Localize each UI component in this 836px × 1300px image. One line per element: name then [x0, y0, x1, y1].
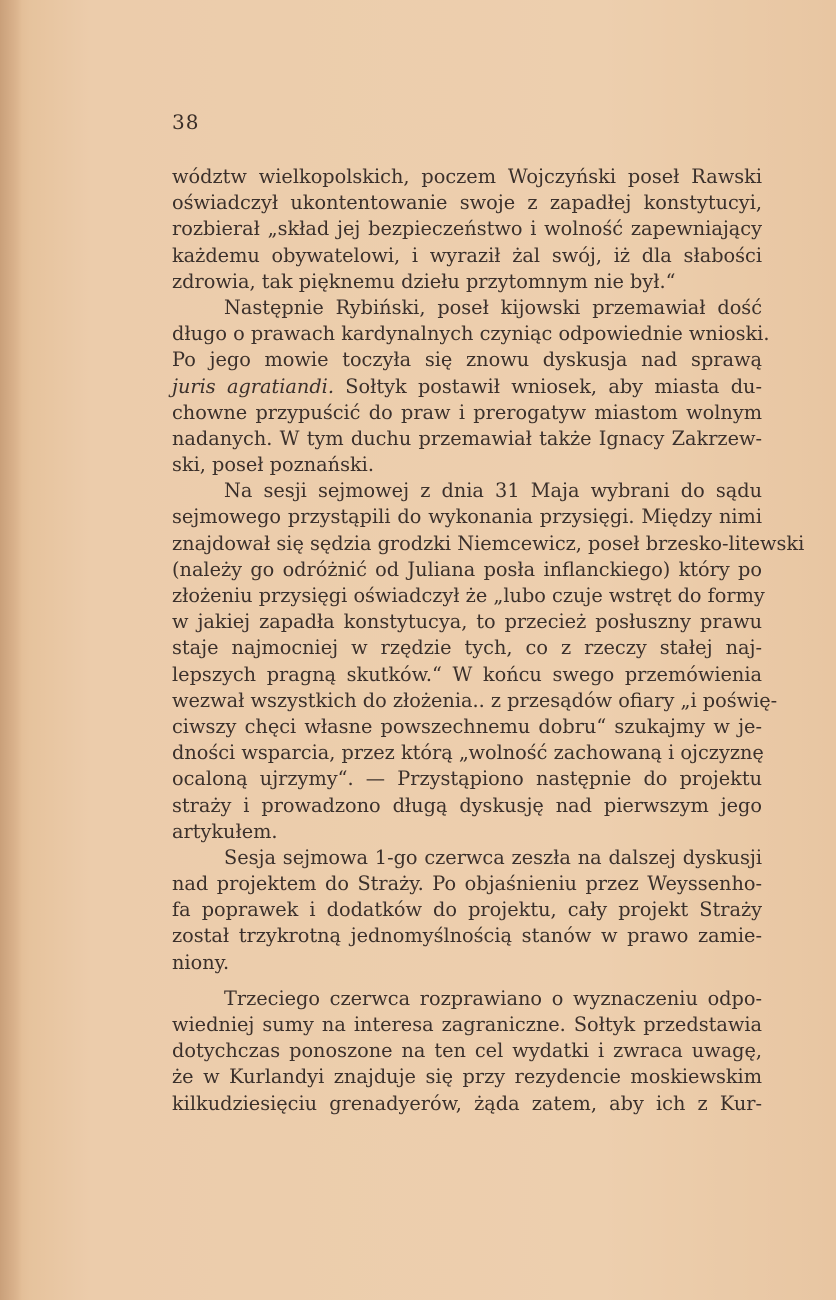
text-line: oświadczył ukontentowanie swoje z zapadłej konstytucyi,: [172, 191, 762, 215]
text-line: zdrowia, tak pięknemu dziełu przytomnym nie był.“: [172, 269, 676, 293]
text-line: że w Kurlandyi znajduje się przy rezydencie moskiewskim: [172, 1065, 762, 1089]
text-line: nad projektem do Straży. Po objaśnieniu przez Weyssenho-: [172, 872, 762, 896]
text-line: chowne przypuścić do praw i prerogatyw miastom wolnym: [172, 400, 762, 424]
text-line: wództw wielkopolskich, poczem Wojczyński poseł Rawski: [172, 165, 762, 188]
text-line: lepszych pragną skutków.“ W końcu swego przemówienia: [172, 662, 762, 686]
text-line: długo o prawach kardynalnych czyniąc odpowiednie wnioski.: [172, 322, 770, 346]
text-line: straży i prowadzono długą dyskusję nad pierwszym jego: [172, 793, 762, 817]
text-line: wezwał wszystkich do złożenia.. z przesądów ofiary „i poświę-: [172, 688, 778, 712]
text-line: staje najmocniej w rzędzie tych, co z rzeczy stałej naj-: [172, 636, 762, 660]
text-line: wiedniej sumy na interesa zagraniczne. Sołtyk przedstawia: [172, 1013, 762, 1036]
text-line: rozbierał „skład jej bezpieczeństwo i wolność zapewniający: [172, 217, 762, 241]
text-line: sejmowego przystąpili do wykonania przysięgi. Między nimi: [172, 505, 762, 529]
text-line: artykułem.: [172, 819, 278, 843]
binding-edge: [0, 0, 22, 1300]
paragraph-start: Sesja sejmowa 1-go czerwca zeszła na dalszej dyskusji: [224, 845, 762, 869]
text-line: został trzykrotną jednomyślnością stanów w prawo zamie-: [172, 924, 762, 948]
text-line: fa poprawek i dodatków do projektu, cały projekt Straży: [172, 898, 762, 922]
paragraph-start: Trzeciego czerwca rozprawiano o wyznaczeniu odpo-: [224, 986, 762, 1010]
text-line: dotychczas ponoszone na ten cel wydatki i zwraca uwagę,: [172, 1039, 762, 1063]
paragraph-start: Następnie Rybiński, poseł kijowski przemawiał dość: [224, 295, 762, 319]
text-line: każdemu obywatelowi, i wyraził żal swój, iż dla słabości: [172, 243, 762, 267]
paragraph-start: Na sesji sejmowej z dnia 31 Maja wybrani do sądu: [224, 479, 762, 503]
page-number: 38: [172, 110, 200, 134]
text-line: niony.: [172, 950, 230, 974]
text-line: nadanych. W tym duchu przemawiał także Ignacy Zakrzew-: [172, 426, 762, 450]
text-fragment: Sołtyk postawił wniosek, aby miasta du-: [333, 374, 762, 398]
text-line: ski, poseł poznański.: [172, 453, 374, 477]
text-line: kilkudziesięciu grenadyerów, żąda zatem, aby ich z Kur-: [172, 1091, 762, 1115]
latin-term: juris agratiandi.: [172, 374, 334, 398]
text-line: Po jego mowie toczyła się znowu dyskusja nad sprawą: [172, 348, 762, 372]
text-line: złożeniu przysięgi oświadczył że „lubo czuje wstręt do formy: [172, 584, 765, 607]
text-line: ocaloną ujrzymy“. — Przystąpiono następnie do projektu: [172, 767, 762, 791]
text-line: w jakiej zapadła konstytucya, to przecież posłuszny prawu: [172, 610, 762, 634]
text-line: znajdował się sędzia grodzki Niemcewicz, poseł brzesko-litewski: [172, 531, 805, 555]
text-line: ciwszy chęci własne powszechnemu dobru“ szukajmy w je-: [172, 714, 762, 738]
text-line-mixed: [172, 374, 762, 400]
text-line: (należy go odróżnić od Juliana posła inflanckiego) który po: [172, 557, 762, 581]
body-text: [172, 164, 805, 1117]
text-line: dności wsparcia, przez którą „wolność zachowaną i ojczyznę: [172, 741, 764, 765]
